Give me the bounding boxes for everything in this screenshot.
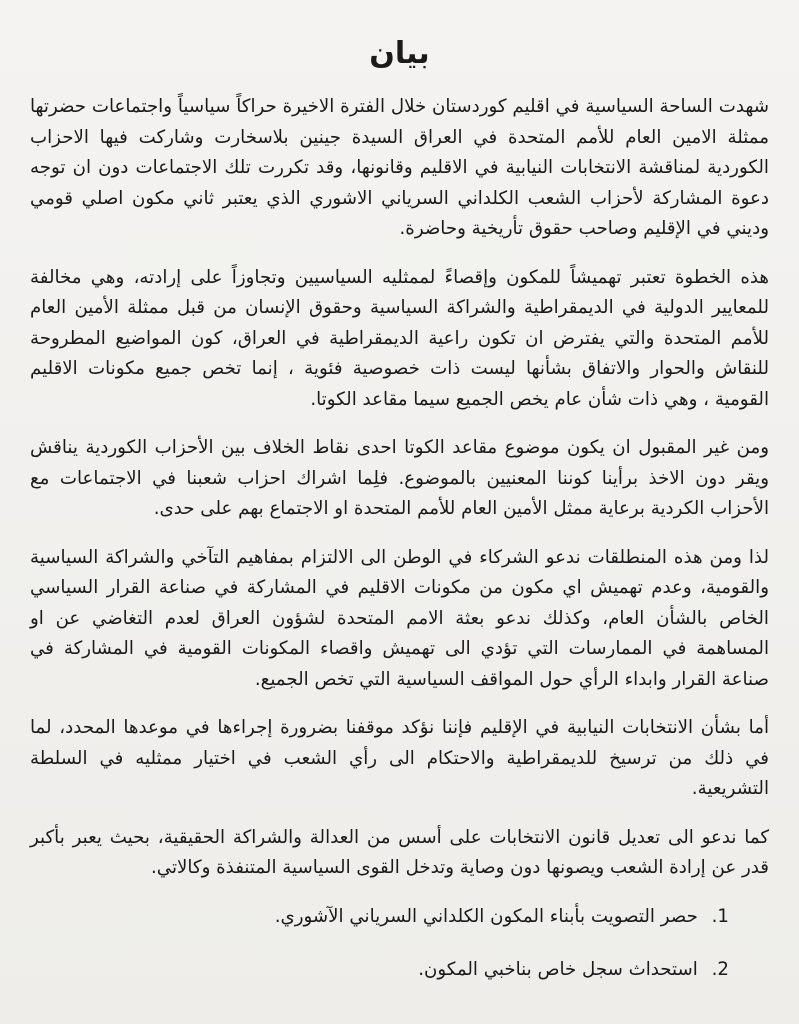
list-item-number: 2. (711, 959, 729, 980)
list-item (30, 955, 729, 986)
list-item-text: استحداث سجل خاص بناخبي المكون. (418, 959, 698, 980)
paragraph-3: ومن غير المقبول ان يكون موضوع مقاعد الكوتا احدى نقاط الخلاف بين الأحزاب الكوردية يناقش ويقر دون الاخذ برأينا كوننا المعنيين بالموضوع. فلِما اشراك احزاب شعبنا في الاجتماعات مع الأحزاب الكردية برعاية ممثل الأمين العام للأمم المتحدة او الاجتماع بهم على حدى. (30, 437, 769, 519)
list-item-number: 1. (711, 905, 729, 927)
list-item (30, 902, 729, 933)
paragraph-2: هذه الخطوة تعتبر تهميشاً للمكون وإقصاءً لممثليه السياسيين وتجاوزاً على إرادته، وهي مخالفة للمعايير الدولية في الديمقراطية والشراكة السياسية وحقوق الإنسان من قبل ممثلة الأمين العام للأمم المتحدة والتي يفترض ان تكون راعية الديمقراطية في العراق، كون المواضيع المطروحة للنقاش والحوار والاتفاق بشأنها ليست ذات خصوصية فئوية ، إنما تخص جميع مكونات الاقليم القومية ، وهي ذات شأن عام يخص الجميع سيما مقاعد الكوتا. (30, 266, 769, 410)
paragraph-5: أما بشأن الانتخابات النيابية في الإقليم فإننا نؤكد موقفنا بضرورة إجراءها في موعدها المحدد، لما في ذلك من ترسيخ للديمقراطية والاحتكام الى رأي الشعب في اختيار ممثليه في السلطة التشريعية. (30, 717, 769, 799)
paragraph-1: شهدت الساحة السياسية في اقليم كوردستان خلال الفترة الاخيرة حراكاً سياسياً واجتماعات حضرتها ممثلة الامين العام للأمم المتحدة في العراق السيدة جينين بلاسخارت وشاركت فيها الاحزاب الكوردية لمناقشة الانتخابات النيابية في الاقليم وقانونها، وقد تكررت تلك الاجتماعات دون ان توجه دعوة المشاركة لأحزاب الشعب الكلداني السرياني الاشوري الذي يعتبر ثاني مكون اصلي قومي وديني في الإقليم وصاحب حقوق تأريخية وحاضرة. (30, 96, 769, 239)
document-title: بيان (369, 36, 430, 71)
paragraph-4: لذا ومن هذه المنطلقات ندعو الشركاء في الوطن الى الالتزام بمفاهيم التآخي والشراكة السياسية والقومية، وعدم تهميش اي مكون من مكونات الاقليم في المشاركة في صناعة القرار السياسي الخاص بالشأن العام، وكذلك ندعو بعثة الامم المتحدة لشؤون العراق لعدم التغاضي عن او المساهمة في الممارسات التي تؤدي الى تهميش واقصاء المكونات القومية في المشاركة في صناعة القرار وابداء الرأي حول المواقف السياسية التي تخص الجميع. (30, 546, 769, 690)
paragraph-6: كما ندعو الى تعديل قانون الانتخابات على أسس من العدالة والشراكة الحقيقية، بحيث يعبر بأكبر قدر عن إرادة الشعب ويصونها دون وصاية وتدخل القوى السياسية المتنفذة وكالاتي. (30, 826, 769, 878)
demands-list (30, 902, 769, 986)
list-item-text: حصر التصويت بأبناء المكون الكلداني السرياني الآشوري. (274, 905, 698, 927)
